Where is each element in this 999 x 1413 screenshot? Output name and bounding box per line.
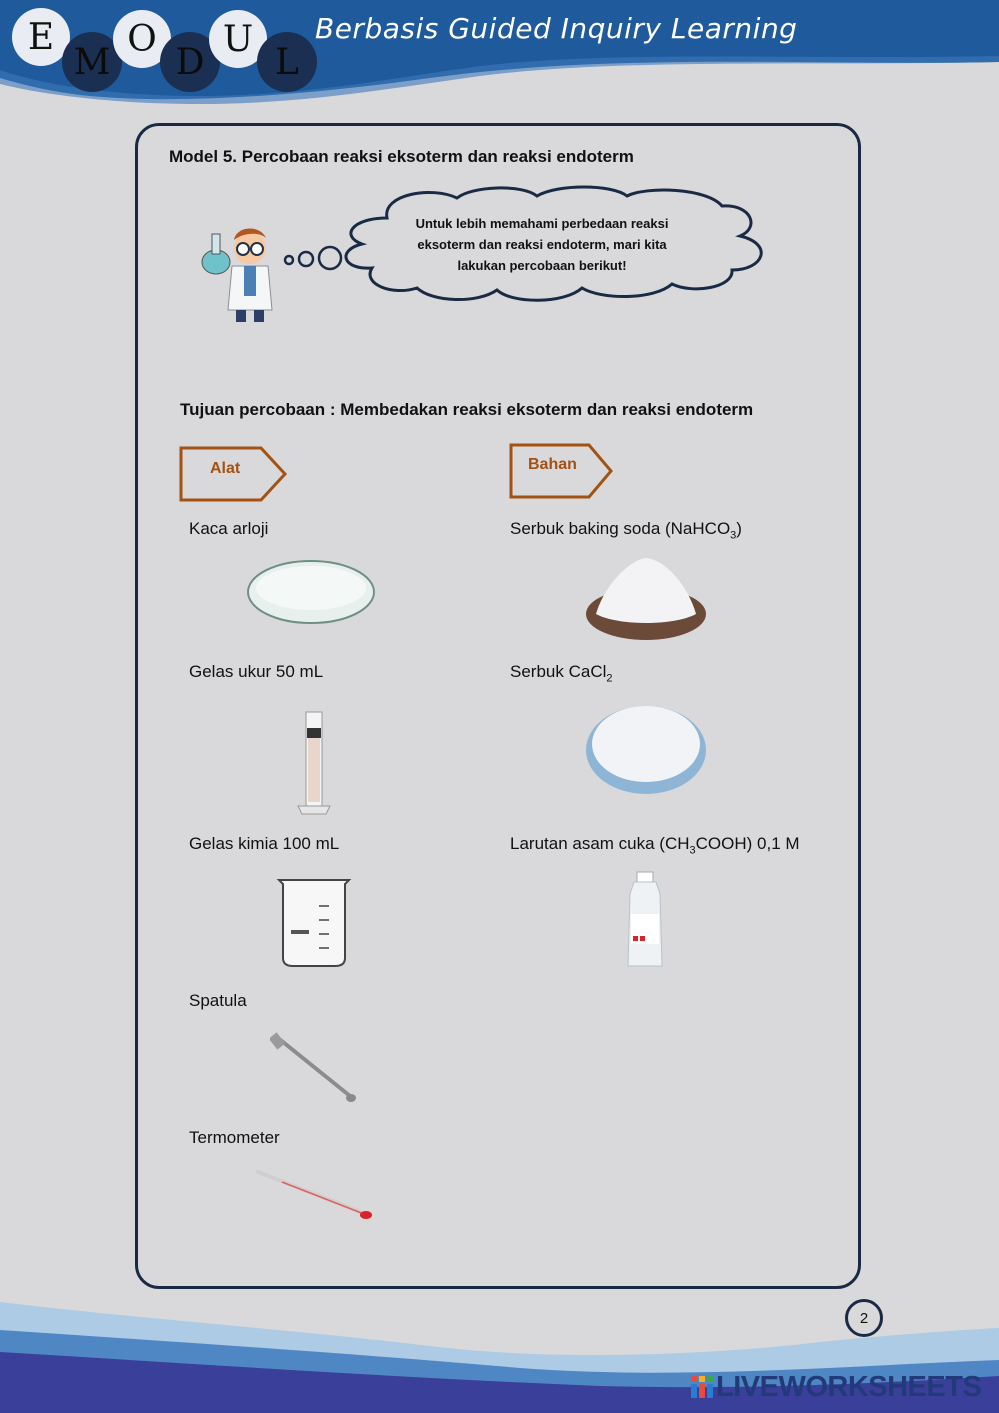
model-title: Model 5. Percobaan reaksi eksoterm dan reaksi endoterm — [169, 147, 634, 166]
tool-item-termometer: Termometer — [189, 1128, 280, 1147]
experiment-purpose: Tujuan percobaan : Membedakan reaksi eksoterm dan reaksi endoterm — [180, 400, 754, 419]
thermometer-image — [252, 1166, 376, 1222]
tool-item-gelas-ukur: Gelas ukur 50 mL — [189, 662, 324, 681]
material-item-cacl2: Serbuk CaCl$_2$ — [510, 662, 613, 685]
liveworksheets-logo-icon — [691, 1376, 713, 1398]
baking-soda-image — [584, 556, 708, 642]
logo-letter-l: L — [257, 32, 317, 92]
vinegar-bottle-image — [622, 870, 668, 972]
tool-item-spatula: Spatula — [189, 991, 247, 1010]
logo-letter-o: O — [113, 10, 171, 68]
liveworksheets-watermark: LIVEWORKSHEETS — [716, 1371, 982, 1403]
tool-item-gelas-kimia: Gelas kimia 100 mL — [189, 834, 340, 853]
bahan-heading: Bahan — [528, 456, 577, 473]
watch-glass-image — [245, 558, 377, 626]
beaker-image — [275, 876, 353, 968]
cacl2-image — [584, 698, 708, 796]
logo-letter-m: M — [62, 32, 122, 92]
page-number: 2 — [845, 1299, 883, 1337]
tool-item-kaca-arloji: Kaca arloji — [189, 519, 269, 538]
alat-heading: Alat — [210, 460, 241, 477]
thought-bubble-text: Untuk lebih memahami perbedaan reaksi eksoterm dan reaksi endoterm, mari kita lakukan percobaan berikut! — [415, 216, 669, 273]
material-item-vinegar: Larutan asam cuka $(CH_3COOH)$ 0,1 M — [510, 834, 800, 857]
measuring-cylinder-image — [294, 708, 334, 816]
header-subtitle: Berbasis Guided Inquiry Learning — [315, 12, 798, 45]
scientist-illustration — [196, 218, 286, 328]
material-item-baking-soda: Serbuk baking soda (NaHCO$_3$) — [510, 519, 742, 542]
spatula-image — [270, 1032, 362, 1106]
logo-letter-u: U — [209, 10, 267, 68]
logo-letter-d: D — [160, 32, 220, 92]
logo-letter-e: E — [12, 8, 70, 66]
